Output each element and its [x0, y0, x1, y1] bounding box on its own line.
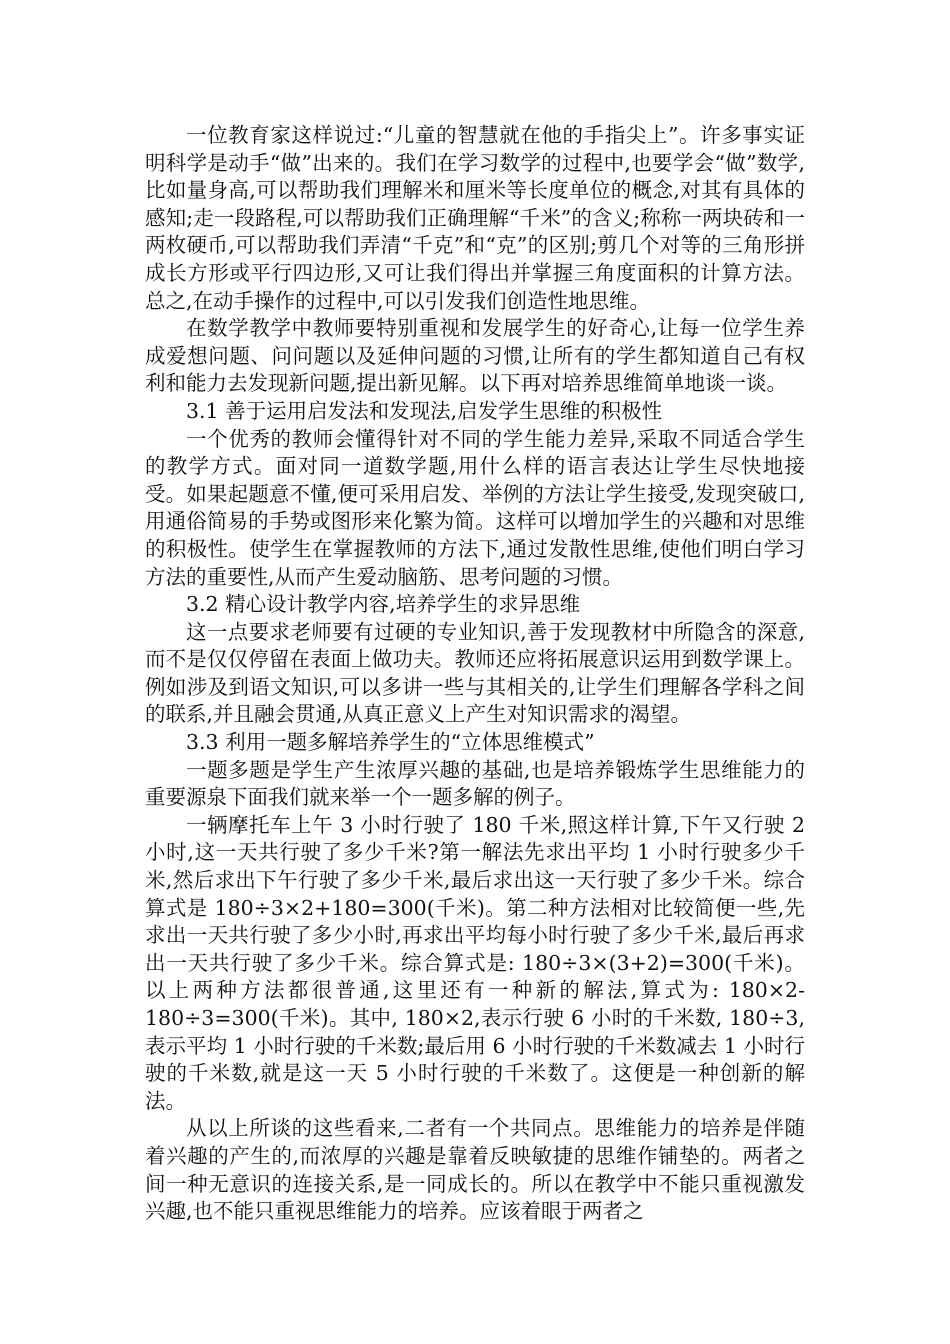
section-heading-3-3: 3.3 利用一题多解培养学生的“立体思维模式” [186, 730, 595, 755]
section-heading-3-1: 3.1 善于运用启发法和发现法,启发学生思维的积极性 [186, 398, 663, 423]
section-heading-3-2: 3.2 精心设计教学内容,培养学生的求异思维 [186, 592, 581, 617]
paragraph-motorcycle-example: 一辆摩托车上午 3 小时行驶了 180 千米,照这样计算,下午又行驶 2 小时,这一天共行驶了多少千米?第一解法先求出平均 1 小时行驶多少千米,然后求出下午行驶了多少千米,最后求出这一天行驶了多少千米。综合算式是 180÷3×2+180=300(千米)。第二种方法相对比较简便一些,先求出一天共行驶了多少小时,再求出平均每小时行驶了多少千米,最后再求出一天共行驶了多少千米。综合算式是: 180÷3×(3+2)=300(千米)。以上两种方法都很普通,这里还有一种新的解法,算式为: 180×2-180÷3=300(千米)。其中, 180×2,表示行驶 6 小时的千米数, 180÷3,表示平均 1 小时行驶的千米数;最后用 6 小时行驶的千米数减去 1 小时行驶的千米数,就是这一天 5 小时行驶的千米数了。这便是一种创新的解法。 [145, 812, 805, 1113]
paragraph-teaching-content: 这一点要求老师要有过硬的专业知识,善于发现教材中所隐含的深意,而不是仅仅停留在表面上做功夫。教师还应将拓展意识运用到数学课上。例如涉及到语文知识,可以多讲一些与其相关的,让学生们理解各学科之间的联系,并且融会贯通,从真正意义上产生对知识需求的渴望。 [145, 619, 805, 727]
paragraph-multiple-solutions-intro: 一题多题是学生产生浓厚兴趣的基础,也是培养锻炼学生思维能力的重要源泉下面我们就来举一个一题多解的例子。 [145, 757, 805, 810]
paragraph-teaching-methods: 一个优秀的教师会懂得针对不同的学生能力差异,采取不同适合学生的教学方式。面对同一道数学题,用什么样的语言表达让学生尽快地接受。如果起题意不懂,便可采用启发、举例的方法让学生接受,发现突破口,用通俗简易的手势或图形来化繁为简。这样可以增加学生的兴趣和对思维的积极性。使学生在掌握教师的方法下,通过发散性思维,使他们明白学习方法的重要性,从而产生爱动脑筋、思考问题的习惯。 [145, 426, 805, 589]
paragraph-curiosity: 在数学教学中教师要特别重视和发展学生的好奇心,让每一位学生养成爱想问题、问问题以及延伸问题的习惯,让所有的学生都知道自己有权利和能力去发现新问题,提出新见解。以下再对培养思维简单地谈一谈。 [145, 316, 805, 396]
paragraph-conclusion: 从以上所谈的这些看来,二者有一个共同点。思维能力的培养是伴随着兴趣的产生的,而浓厚的兴趣是靠着反映敏捷的思维作铺垫的。两者之间一种无意识的连接关系,是一同成长的。所以在教学中不能只重视激发兴趣,也不能只重视思维能力的培养。应该着眼于两者之 [145, 1116, 805, 1224]
document-body [145, 122, 805, 1226]
paragraph-hands-on-learning: 一位教育家这样说过:“儿童的智慧就在他的手指尖上”。许多事实证明科学是动手“做”出来的。我们在学习数学的过程中,也要学会“做”数学,比如量身高,可以帮助我们理解米和厘米等长度单位的概念,对其有具体的感知;走一段路程,可以帮助我们正确理解“千米”的含义;称称一两块砖和一两枚硬币,可以帮助我们弄清“千克”和“克”的区别;剪几个对等的三角形拼成长方形或平行四边形,又可让我们得出并掌握三角度面积的计算方法。总之,在动手操作的过程中,可以引发我们创造性地思维。 [145, 123, 805, 313]
